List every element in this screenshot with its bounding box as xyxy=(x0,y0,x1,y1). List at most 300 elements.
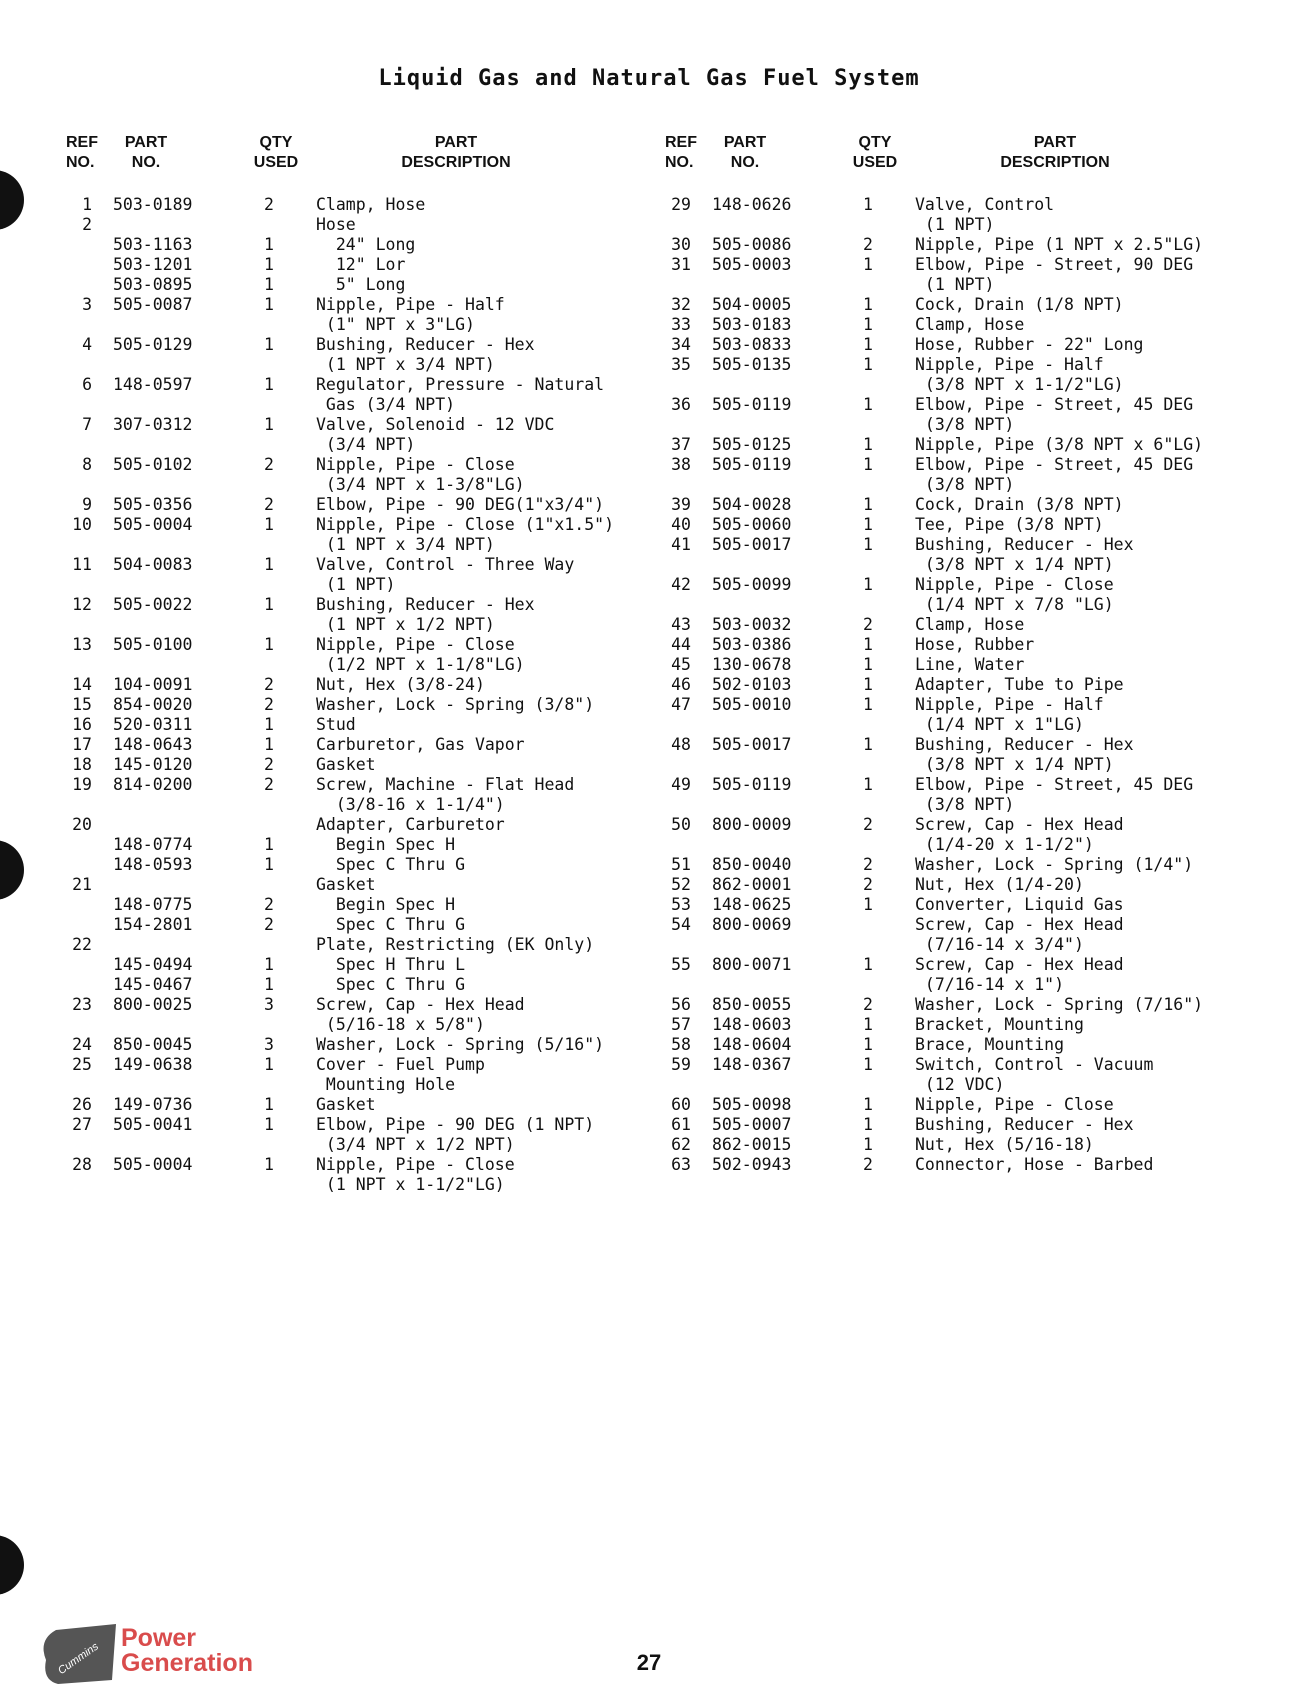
table-row xyxy=(665,1135,1245,1155)
table-row xyxy=(665,1015,1245,1035)
table-row xyxy=(66,1135,646,1155)
qty-used: 1 xyxy=(863,635,873,654)
part-no: 502-0103 xyxy=(712,675,792,694)
part-no: 145-0120 xyxy=(113,755,193,774)
part-description: Elbow, Pipe - 90 DEG (1 NPT) xyxy=(316,1115,595,1134)
part-no: 505-0099 xyxy=(712,575,792,594)
part-description: Bushing, Reducer - Hex xyxy=(915,535,1134,554)
part-no: 145-0467 xyxy=(113,975,193,994)
ref-no: 50 xyxy=(671,815,691,834)
ref-no: 58 xyxy=(671,1035,691,1054)
part-description: Elbow, Pipe - Street, 45 DEG xyxy=(915,395,1194,414)
table-row xyxy=(665,515,1245,535)
part-description: Mounting Hole xyxy=(316,1075,456,1094)
ref-no: 27 xyxy=(72,1115,92,1134)
part-no: 505-0119 xyxy=(712,775,792,794)
qty-used: 1 xyxy=(863,195,873,214)
qty-used: 1 xyxy=(863,895,873,914)
part-no: 148-0775 xyxy=(113,895,193,914)
table-row xyxy=(66,1015,646,1035)
ref-no: 44 xyxy=(671,635,691,654)
ref-no: 26 xyxy=(72,1095,92,1114)
part-description: (1/2 NPT x 1-1/8"LG) xyxy=(316,655,525,674)
qty-used: 2 xyxy=(264,775,274,794)
table-row xyxy=(66,715,646,735)
table-row xyxy=(665,635,1245,655)
qty-used: 1 xyxy=(863,695,873,714)
part-description: Nipple, Pipe - Half xyxy=(316,295,505,314)
ref-no: 41 xyxy=(671,535,691,554)
part-description: Nipple, Pipe - Close xyxy=(316,455,515,474)
qty-used: 2 xyxy=(863,1155,873,1174)
part-description: Elbow, Pipe - Street, 45 DEG xyxy=(915,775,1194,794)
rows-left xyxy=(66,195,646,1195)
part-no: 505-0356 xyxy=(113,495,193,514)
table-row xyxy=(66,275,646,295)
ref-no: 10 xyxy=(72,515,92,534)
qty-used: 2 xyxy=(264,455,274,474)
part-description: Brace, Mounting xyxy=(915,1035,1065,1054)
qty-used: 1 xyxy=(264,595,274,614)
ref-no: 22 xyxy=(72,935,92,954)
parts-table-right xyxy=(665,133,1245,1175)
table-row xyxy=(66,535,646,555)
qty-used: 1 xyxy=(264,715,274,734)
ref-no: 29 xyxy=(671,195,691,214)
part-description: (3/8 NPT) xyxy=(915,415,1015,434)
part-description: 5" Long xyxy=(316,275,406,294)
ref-no: 21 xyxy=(72,875,92,894)
table-row xyxy=(66,555,646,575)
ref-no: 24 xyxy=(72,1035,92,1054)
part-no: 800-0009 xyxy=(712,815,792,834)
part-no: 520-0311 xyxy=(113,715,193,734)
part-no: 504-0083 xyxy=(113,555,193,574)
table-row xyxy=(66,295,646,315)
qty-used: 2 xyxy=(264,195,274,214)
ref-no: 36 xyxy=(671,395,691,414)
part-no: 503-1163 xyxy=(113,235,193,254)
part-description: Clamp, Hose xyxy=(316,195,426,214)
part-description: Carburetor, Gas Vapor xyxy=(316,735,525,754)
table-row xyxy=(66,775,646,795)
qty-used: 3 xyxy=(264,995,274,1014)
qty-used: 1 xyxy=(264,1155,274,1174)
table-row xyxy=(665,1155,1245,1175)
part-no: 505-0007 xyxy=(712,1115,792,1134)
part-description: Nipple, Pipe (1 NPT x 2.5"LG) xyxy=(915,235,1204,254)
table-row xyxy=(66,1055,646,1075)
part-no: 505-0017 xyxy=(712,535,792,554)
part-description: (1 NPT x 3/4 NPT) xyxy=(316,355,495,374)
table-row xyxy=(66,1155,646,1175)
table-row xyxy=(665,935,1245,955)
qty-used: 1 xyxy=(264,955,274,974)
part-no: 104-0091 xyxy=(113,675,193,694)
part-no: 862-0001 xyxy=(712,875,792,894)
ref-no: 34 xyxy=(671,335,691,354)
ref-no: 46 xyxy=(671,675,691,694)
table-row xyxy=(66,815,646,835)
ref-no: 53 xyxy=(671,895,691,914)
ref-no: 62 xyxy=(671,1135,691,1154)
qty-used: 1 xyxy=(863,1015,873,1034)
ref-no: 28 xyxy=(72,1155,92,1174)
part-description: Plate, Restricting (EK Only) xyxy=(316,935,595,954)
part-description: (1 NPT x 3/4 NPT) xyxy=(316,535,495,554)
qty-used: 2 xyxy=(863,875,873,894)
part-description: (5/16-18 x 5/8") xyxy=(316,1015,485,1034)
table-row xyxy=(66,895,646,915)
ref-no: 12 xyxy=(72,595,92,614)
ref-no: 33 xyxy=(671,315,691,334)
qty-used: 2 xyxy=(264,915,274,934)
part-description: Washer, Lock - Spring (1/4") xyxy=(915,855,1194,874)
table-row xyxy=(66,995,646,1015)
qty-used: 2 xyxy=(863,615,873,634)
table-row xyxy=(66,695,646,715)
ref-no: 32 xyxy=(671,295,691,314)
table-row xyxy=(66,355,646,375)
ref-no: 31 xyxy=(671,255,691,274)
table-row xyxy=(66,1095,646,1115)
logo-line-power: Power xyxy=(121,1624,197,1652)
part-description: Washer, Lock - Spring (5/16") xyxy=(316,1035,605,1054)
table-row xyxy=(66,1115,646,1135)
table-row xyxy=(66,1035,646,1055)
qty-used: 1 xyxy=(264,415,274,434)
part-description: Regulator, Pressure - Natural xyxy=(316,375,605,394)
part-description: Switch, Control - Vacuum xyxy=(915,1055,1154,1074)
part-no: 148-0643 xyxy=(113,735,193,754)
part-description: Spec C Thru G xyxy=(316,975,466,994)
part-no: 148-0625 xyxy=(712,895,792,914)
part-description: Hose, Rubber xyxy=(915,635,1035,654)
table-row xyxy=(665,395,1245,415)
ref-no: 47 xyxy=(671,695,691,714)
table-row xyxy=(665,435,1245,455)
part-no: 850-0055 xyxy=(712,995,792,1014)
ref-no: 2 xyxy=(82,215,92,234)
part-no: 505-0041 xyxy=(113,1115,193,1134)
table-row xyxy=(66,195,646,215)
part-no: 503-0032 xyxy=(712,615,792,634)
qty-used: 2 xyxy=(863,855,873,874)
part-description: (3/8 NPT) xyxy=(915,795,1015,814)
table-row xyxy=(66,495,646,515)
part-description: Gasket xyxy=(316,875,376,894)
part-no: 148-0774 xyxy=(113,835,193,854)
part-description: (1 NPT x 1/2 NPT) xyxy=(316,615,495,634)
table-row xyxy=(66,955,646,975)
qty-used: 1 xyxy=(863,355,873,374)
table-row xyxy=(665,855,1245,875)
part-description: Washer, Lock - Spring (3/8") xyxy=(316,695,595,714)
part-description: Bracket, Mounting xyxy=(915,1015,1084,1034)
ref-no: 55 xyxy=(671,955,691,974)
part-no: 503-0183 xyxy=(712,315,792,334)
table-row xyxy=(665,775,1245,795)
part-description: (1/4-20 x 1-1/2") xyxy=(915,835,1094,854)
part-description: Hose, Rubber - 22" Long xyxy=(915,335,1144,354)
part-description: 12" Lor xyxy=(316,255,406,274)
qty-used: 1 xyxy=(863,455,873,474)
part-no: 307-0312 xyxy=(113,415,193,434)
header-ref-no: REF NO. xyxy=(665,134,697,171)
part-no: 505-0102 xyxy=(113,455,193,474)
ref-no: 23 xyxy=(72,995,92,1014)
part-no: 502-0943 xyxy=(712,1155,792,1174)
qty-used: 1 xyxy=(264,335,274,354)
qty-used: 1 xyxy=(863,955,873,974)
table-row xyxy=(665,915,1245,935)
part-no: 148-0597 xyxy=(113,375,193,394)
qty-used: 2 xyxy=(863,815,873,834)
table-row xyxy=(665,1075,1245,1095)
ref-no: 49 xyxy=(671,775,691,794)
part-description: Nipple, Pipe - Half xyxy=(915,355,1104,374)
qty-used: 1 xyxy=(264,1115,274,1134)
table-row xyxy=(665,695,1245,715)
ref-no: 11 xyxy=(72,555,92,574)
part-no: 850-0040 xyxy=(712,855,792,874)
ref-no: 59 xyxy=(671,1055,691,1074)
part-description: Spec C Thru G xyxy=(316,915,466,934)
part-description: Adapter, Carburetor xyxy=(316,815,505,834)
ref-no: 19 xyxy=(72,775,92,794)
part-description: Clamp, Hose xyxy=(915,615,1025,634)
part-no: 800-0071 xyxy=(712,955,792,974)
table-row xyxy=(665,1055,1245,1075)
table-row xyxy=(665,295,1245,315)
part-description: Nut, Hex (3/8-24) xyxy=(316,675,485,694)
table-header xyxy=(66,133,646,195)
table-row xyxy=(665,1095,1245,1115)
table-row xyxy=(66,615,646,635)
qty-used: 1 xyxy=(264,975,274,994)
ref-no: 42 xyxy=(671,575,691,594)
ref-no: 40 xyxy=(671,515,691,534)
binder-hole-bottom xyxy=(0,1535,24,1595)
ref-no: 63 xyxy=(671,1155,691,1174)
table-row xyxy=(665,675,1245,695)
part-description: Elbow, Pipe - Street, 45 DEG xyxy=(915,455,1194,474)
part-no: 505-0003 xyxy=(712,255,792,274)
table-row xyxy=(665,1115,1245,1135)
table-row xyxy=(665,375,1245,395)
part-description: Screw, Machine - Flat Head xyxy=(316,775,575,794)
part-no: 148-0626 xyxy=(712,195,792,214)
qty-used: 1 xyxy=(863,675,873,694)
qty-used: 1 xyxy=(264,515,274,534)
table-row xyxy=(66,675,646,695)
qty-used: 1 xyxy=(863,775,873,794)
part-no: 505-0098 xyxy=(712,1095,792,1114)
table-row xyxy=(665,235,1245,255)
header-qty-used: QTY USED xyxy=(253,134,299,171)
part-description: (3/8 NPT x 1-1/2"LG) xyxy=(915,375,1124,394)
qty-used: 1 xyxy=(264,835,274,854)
part-no: 148-0604 xyxy=(712,1035,792,1054)
ref-no: 43 xyxy=(671,615,691,634)
part-description: Spec H Thru L xyxy=(316,955,466,974)
qty-used: 1 xyxy=(863,535,873,554)
ref-no: 51 xyxy=(671,855,691,874)
page-number: 27 xyxy=(636,1650,662,1675)
ref-no: 54 xyxy=(671,915,691,934)
table-row xyxy=(66,875,646,895)
ref-no: 25 xyxy=(72,1055,92,1074)
part-description: Screw, Cap - Hex Head xyxy=(915,955,1124,974)
qty-used: 1 xyxy=(863,655,873,674)
table-row xyxy=(66,595,646,615)
part-description: Bushing, Reducer - Hex xyxy=(316,335,535,354)
qty-used: 1 xyxy=(264,235,274,254)
qty-used: 1 xyxy=(264,555,274,574)
table-row xyxy=(665,215,1245,235)
part-description: (1/4 NPT x 1"LG) xyxy=(915,715,1084,734)
ref-no: 57 xyxy=(671,1015,691,1034)
ref-no: 18 xyxy=(72,755,92,774)
part-description: Gasket xyxy=(316,755,376,774)
table-row xyxy=(665,795,1245,815)
part-no: 814-0200 xyxy=(113,775,193,794)
table-row xyxy=(665,255,1245,275)
part-description: Nipple, Pipe - Close xyxy=(915,575,1114,594)
table-row xyxy=(66,215,646,235)
part-description: Screw, Cap - Hex Head xyxy=(915,915,1124,934)
part-no: 505-0125 xyxy=(712,435,792,454)
part-description: Elbow, Pipe - 90 DEG(1"x3/4") xyxy=(316,495,605,514)
part-no: 505-0004 xyxy=(113,1155,193,1174)
table-row xyxy=(66,935,646,955)
table-header xyxy=(665,133,1245,195)
binder-hole-top xyxy=(0,170,24,230)
rows-right xyxy=(665,195,1245,1175)
header-part-description: PART DESCRIPTION xyxy=(401,134,511,171)
part-no: 503-0895 xyxy=(113,275,193,294)
qty-used: 2 xyxy=(863,235,873,254)
table-row xyxy=(665,495,1245,515)
table-row xyxy=(665,415,1245,435)
part-description: Clamp, Hose xyxy=(915,315,1025,334)
logo-mark-text: Cummins xyxy=(55,1640,101,1678)
table-row xyxy=(665,275,1245,295)
part-description: Screw, Cap - Hex Head xyxy=(915,815,1124,834)
part-description: Cover - Fuel Pump xyxy=(316,1055,485,1074)
table-row xyxy=(665,995,1245,1015)
part-no: 505-0017 xyxy=(712,735,792,754)
part-no: 503-0189 xyxy=(113,195,193,214)
table-row xyxy=(66,475,646,495)
part-description: Line, Water xyxy=(915,655,1025,674)
part-description: (3/8-16 x 1-1/4") xyxy=(316,795,505,814)
part-description: Adapter, Tube to Pipe xyxy=(915,675,1124,694)
part-no: 505-0129 xyxy=(113,335,193,354)
table-row xyxy=(66,915,646,935)
ref-no: 9 xyxy=(82,495,92,514)
table-row xyxy=(66,395,646,415)
part-no: 505-0060 xyxy=(712,515,792,534)
ref-no: 14 xyxy=(72,675,92,694)
table-row xyxy=(665,735,1245,755)
qty-used: 1 xyxy=(264,1095,274,1114)
part-description: Washer, Lock - Spring (7/16") xyxy=(915,995,1204,1014)
ref-no: 1 xyxy=(82,195,92,214)
table-row xyxy=(665,595,1245,615)
ref-no: 8 xyxy=(82,455,92,474)
table-row xyxy=(665,895,1245,915)
table-row xyxy=(665,335,1245,355)
ref-no: 61 xyxy=(671,1115,691,1134)
ref-no: 48 xyxy=(671,735,691,754)
ref-no: 3 xyxy=(82,295,92,314)
table-row xyxy=(665,475,1245,495)
part-description: Screw, Cap - Hex Head xyxy=(316,995,525,1014)
header-qty-used: QTY USED xyxy=(852,134,898,171)
table-row xyxy=(665,815,1245,835)
part-no: 854-0020 xyxy=(113,695,193,714)
qty-used: 1 xyxy=(863,315,873,334)
qty-used: 1 xyxy=(863,295,873,314)
table-row xyxy=(66,515,646,535)
table-row xyxy=(66,415,646,435)
ref-no: 7 xyxy=(82,415,92,434)
table-row xyxy=(665,615,1245,635)
qty-used: 1 xyxy=(863,1095,873,1114)
qty-used: 1 xyxy=(264,855,274,874)
table-row xyxy=(665,355,1245,375)
qty-used: 1 xyxy=(863,515,873,534)
part-no: 505-0135 xyxy=(712,355,792,374)
table-row xyxy=(665,315,1245,335)
part-no: 148-0593 xyxy=(113,855,193,874)
part-no: 149-0736 xyxy=(113,1095,193,1114)
table-row xyxy=(66,1175,646,1195)
ref-no: 20 xyxy=(72,815,92,834)
qty-used: 1 xyxy=(863,1055,873,1074)
part-description: Nut, Hex (5/16-18) xyxy=(915,1135,1094,1154)
qty-used: 1 xyxy=(863,1035,873,1054)
table-row xyxy=(66,795,646,815)
qty-used: 1 xyxy=(264,375,274,394)
part-description: Bushing, Reducer - Hex xyxy=(316,595,535,614)
table-row xyxy=(66,255,646,275)
part-description: (7/16-14 x 1") xyxy=(915,975,1065,994)
ref-no: 60 xyxy=(671,1095,691,1114)
part-no: 154-2801 xyxy=(113,915,193,934)
part-no: 148-0603 xyxy=(712,1015,792,1034)
part-no: 505-0022 xyxy=(113,595,193,614)
table-row xyxy=(665,535,1245,555)
table-row xyxy=(665,195,1245,215)
qty-used: 2 xyxy=(264,495,274,514)
table-row xyxy=(66,235,646,255)
ref-no: 4 xyxy=(82,335,92,354)
qty-used: 2 xyxy=(863,995,873,1014)
part-no: 505-0119 xyxy=(712,395,792,414)
ref-no: 45 xyxy=(671,655,691,674)
part-description: Nipple, Pipe - Close xyxy=(915,1095,1114,1114)
table-row xyxy=(665,555,1245,575)
part-description: 24" Long xyxy=(316,235,416,254)
header-part-description: PART DESCRIPTION xyxy=(1000,134,1110,171)
ref-no: 17 xyxy=(72,735,92,754)
part-description: (3/4 NPT x 1-3/8"LG) xyxy=(316,475,525,494)
part-description: Elbow, Pipe - Street, 90 DEG xyxy=(915,255,1194,274)
part-no: 862-0015 xyxy=(712,1135,792,1154)
part-description: Connector, Hose - Barbed xyxy=(915,1155,1154,1174)
